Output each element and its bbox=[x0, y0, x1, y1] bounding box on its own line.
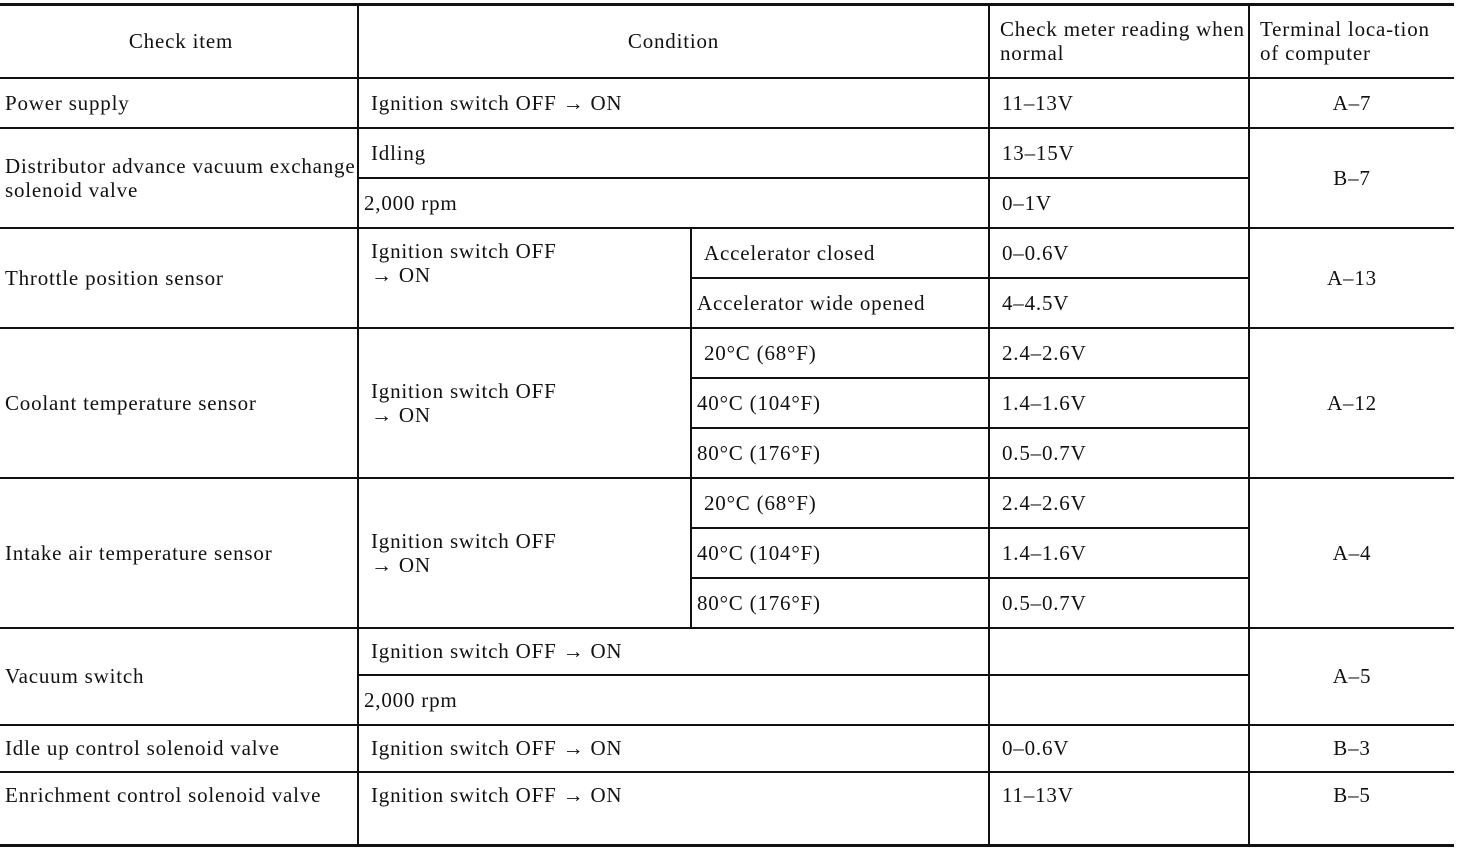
terminal-cell: A–4 bbox=[1249, 478, 1454, 628]
terminal-cell: A–13 bbox=[1249, 228, 1454, 328]
sub-condition-cell: 20°C (68°F) bbox=[691, 478, 989, 528]
condition-cell: 2,000 rpm bbox=[358, 178, 989, 228]
check-item-idle-up: Idle up control solenoid valve bbox=[0, 725, 358, 772]
check-item-throttle: Throttle position sensor bbox=[0, 228, 358, 328]
condition-cell bbox=[358, 328, 691, 478]
condition-text: Ignition switch OFF → ON bbox=[371, 238, 557, 287]
sub-condition-cell: 80°C (176°F) bbox=[691, 578, 989, 628]
table-row bbox=[0, 228, 1454, 278]
condition-text: Ignition switch OFF → ON bbox=[371, 528, 557, 577]
table-row bbox=[0, 128, 1454, 178]
header-condition: Condition bbox=[358, 5, 989, 78]
condition-cell bbox=[358, 478, 691, 628]
sub-condition-cell: Accelerator closed bbox=[691, 228, 989, 278]
sub-condition-cell: 20°C (68°F) bbox=[691, 328, 989, 378]
terminal-cell: A–12 bbox=[1249, 328, 1454, 478]
condition-cell: Ignition switch OFF → ON bbox=[358, 78, 989, 128]
meter-reading-cell: 0–1V bbox=[989, 178, 1249, 228]
meter-reading-cell bbox=[989, 675, 1249, 725]
table-row bbox=[0, 78, 1454, 128]
meter-reading-cell: 4–4.5V bbox=[989, 278, 1249, 328]
check-item-intake-air: Intake air temperature sensor bbox=[0, 478, 358, 628]
table-row bbox=[0, 478, 1454, 528]
meter-reading-cell: 11–13V bbox=[989, 78, 1249, 128]
terminal-cell: B–3 bbox=[1249, 725, 1454, 772]
meter-reading-cell: 0–0.6V bbox=[989, 228, 1249, 278]
table-row bbox=[0, 628, 1454, 675]
header-row bbox=[0, 5, 1454, 78]
check-item-coolant: Coolant temperature sensor bbox=[0, 328, 358, 478]
meter-reading-cell: 2.4–2.6V bbox=[989, 328, 1249, 378]
condition-cell: Ignition switch OFF → ON bbox=[358, 628, 989, 675]
table-row bbox=[0, 725, 1454, 772]
meter-reading-cell: 11–13V bbox=[989, 772, 1249, 846]
meter-reading-cell: 1.4–1.6V bbox=[989, 528, 1249, 578]
header-terminal: Terminal loca-tion of computer bbox=[1249, 5, 1454, 78]
check-item-enrichment: Enrichment control solenoid valve bbox=[0, 772, 358, 846]
table-row bbox=[0, 328, 1454, 378]
header-meter-reading: Check meter reading when normal bbox=[989, 5, 1249, 78]
meter-reading-cell: 0.5–0.7V bbox=[989, 578, 1249, 628]
meter-reading-cell: 2.4–2.6V bbox=[989, 478, 1249, 528]
meter-reading-cell bbox=[989, 628, 1249, 675]
terminal-cell: A–5 bbox=[1249, 628, 1454, 725]
header-check-item: Check item bbox=[0, 5, 358, 78]
condition-cell: Ignition switch OFF → ON bbox=[358, 772, 989, 846]
check-item-distributor: Distributor advance vacuum exchange solenoid valve bbox=[0, 128, 358, 228]
condition-cell: Idling bbox=[358, 128, 989, 178]
terminal-cell: A–7 bbox=[1249, 78, 1454, 128]
sub-condition-cell: Accelerator wide opened bbox=[691, 278, 989, 328]
meter-reading-cell: 1.4–1.6V bbox=[989, 378, 1249, 428]
condition-cell: 2,000 rpm bbox=[358, 675, 989, 725]
sub-condition-cell: 80°C (176°F) bbox=[691, 428, 989, 478]
meter-reading-cell: 0–0.6V bbox=[989, 725, 1249, 772]
terminal-cell: B–7 bbox=[1249, 128, 1454, 228]
table-row bbox=[0, 772, 1454, 846]
check-table bbox=[0, 3, 1454, 847]
condition-cell bbox=[358, 228, 691, 328]
sub-condition-cell: 40°C (104°F) bbox=[691, 378, 989, 428]
condition-cell: Ignition switch OFF → ON bbox=[358, 725, 989, 772]
terminal-cell: B–5 bbox=[1249, 772, 1454, 846]
check-item-vacuum-switch: Vacuum switch bbox=[0, 628, 358, 725]
meter-reading-cell: 13–15V bbox=[989, 128, 1249, 178]
meter-reading-cell: 0.5–0.7V bbox=[989, 428, 1249, 478]
check-item-power-supply: Power supply bbox=[0, 78, 358, 128]
condition-text: Ignition switch OFF → ON bbox=[371, 378, 557, 427]
sub-condition-cell: 40°C (104°F) bbox=[691, 528, 989, 578]
